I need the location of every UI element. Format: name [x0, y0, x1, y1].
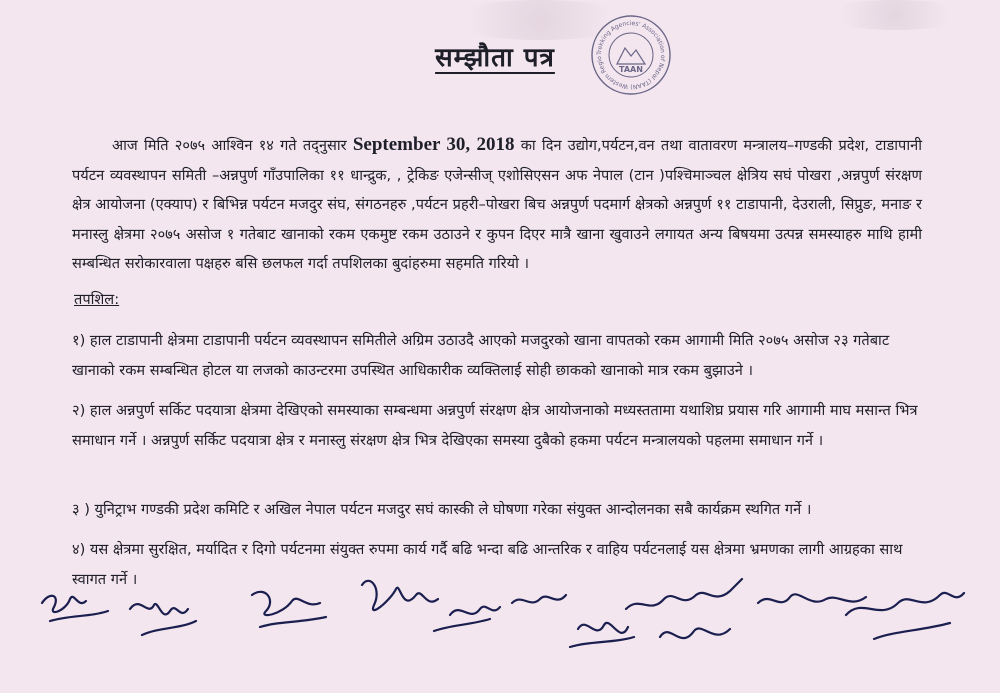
intro-continuation: का दिन उद्योग,पर्यटन,वन तथा वातावरण मन्त्रालय–गण्डकी प्रदेश, टाडापानी पर्यटन व्यवस्थापन समिती –अन्नपुर्ण गाँउपालिका ११ धान्द्रुक, , ट्रेकिङ एजेन्सीज् एशोसिएसन अफ नेपाल (टान )पश्चिमाञ्चल क्षेत्रिय सघं पोखरा ,अन्नपुर्ण संरक्षण क्षेत्र आयोजना (एक्याप) र बिभिन्न पर्यटन मजदुर संघ, संगठनहरु ,पर्यटन प्रहरी–पोखरा बिच अन्नपुर्ण पदमार्ग क्षेत्रको अन्नपुर्ण ११ टाडापानी, देउराली, सिप्रुङ, मनाङ र मनास्लु क्षेत्रमा २०७५ असोज १ गतेबाट खानाको रकम एकमुष्ट रकम उठाउने र कुपन दिएर मात्रै खाना खुवाउने लगायत अन्य बिषयमा उत्पन्न समस्याहरु माथि हामी सम्बन्धित सरोकारवाला पक्षहरु बसि छलफल गर्दा तपशिलका बुदांहरुमा सहमति गरियो ।	[72, 137, 922, 272]
agreement-point-3: ३ ) युनिट्राभ गण्डकी प्रदेश कमिटि र अखिल नेपाल पर्यटन मजदुर सघं कास्की ले घोषणा गरेका संयुक्त आन्दोलनका सबै कार्यक्रम स्थगित गर्ने ।	[72, 501, 812, 518]
signature	[42, 596, 108, 621]
signature	[758, 594, 866, 603]
signature	[512, 595, 566, 603]
agreement-point-4: ४) यस क्षेत्रमा सुरक्षित, मर्यादित र दिगो पर्यटनमा संयुक्त रुपमा कार्य गर्दै बढि भन्दा बढि आन्तरिक र वाहिय पर्यटनलाई यस क्षेत्रमा भ्रमणका लागी आग्रहका साथ स्वागत गर्ने ।	[72, 541, 903, 588]
document-title: सम्झौता पत्र	[435, 43, 555, 73]
intro-text: आज मिति २०७५ आश्विन १४ गते तद्नुसार	[112, 137, 353, 154]
signature	[570, 623, 634, 647]
signature	[362, 581, 438, 610]
signature	[252, 592, 326, 627]
signature	[434, 607, 500, 631]
signature	[626, 579, 742, 609]
svg-text:TAAN: TAAN	[619, 65, 643, 74]
taan-seal-logo	[590, 14, 672, 96]
signature	[660, 628, 730, 638]
details-subheading: तपशिल:	[74, 291, 120, 308]
svg-text:Trekking Agencies' Association: Trekking Agencies' Association of Nepal (TAAN) Western Regio	[595, 19, 667, 91]
agreement-date: September 30, 2018	[352, 134, 515, 155]
signature	[130, 604, 196, 635]
agreement-point-2: २) हाल अन्नपुर्ण सर्किट पदयात्रा क्षेत्रमा देखिएको समस्याका सम्बन्धमा अन्नपुर्ण संरक्षण क्षेत्र आयोजनाको मध्यस्ततामा यथाशिघ्र प्रयास गरि आगामी माघ मसान्त भित्र समाधान गर्ने । अन्नपुर्ण सर्किट पदयात्रा क्षेत्र र मनास्लु संरक्षण क्षेत्र भित्र देखिएका समस्या दुबैको हकमा पर्यटन मन्त्रालयको पहलमा समाधान गर्ने ।	[72, 402, 918, 449]
signature	[874, 623, 950, 639]
signature	[846, 593, 964, 615]
agreement-point-1: १) हाल टाडापानी क्षेत्रमा टाडापानी पर्यटन व्यवस्थापन समितीले अग्रिम उठाउदै आएको मजदुरको खाना वापतको रकम आगामी मिति २०७५ असोज २३ गतेबाट खानाको रकम सम्बन्धित होटल या लजको काउन्टरमा उपस्थित आधिकारीक व्यक्तिलाई सोही छाकको खानाको मात्र रकम बुझाउने ।	[72, 332, 890, 379]
signatures	[30, 565, 970, 689]
opening-paragraph	[72, 130, 922, 279]
paper-smudge	[820, 0, 970, 30]
